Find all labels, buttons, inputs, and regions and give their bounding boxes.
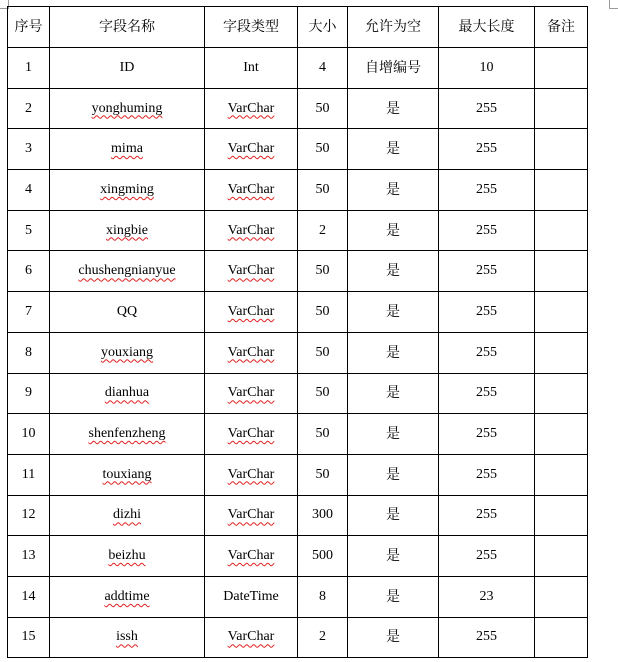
header-field-name: 字段名称: [50, 7, 205, 48]
cell-nullable: 是: [348, 332, 439, 373]
table-header: [8, 7, 588, 48]
cell-remark: [535, 536, 588, 577]
field-type-text: DateTime: [223, 588, 279, 604]
cell-nullable: 是: [348, 129, 439, 170]
cell-index: 9: [8, 373, 50, 414]
cell-field-name: [50, 48, 205, 89]
cell-index: 13: [8, 536, 50, 577]
cell-field-type: [205, 210, 298, 251]
cell-index: 6: [8, 251, 50, 292]
cell-max-length: 255: [439, 454, 535, 495]
table-row: [8, 251, 588, 292]
cell-field-name: [50, 414, 205, 455]
table-row: [8, 88, 588, 129]
field-type-text: VarChar: [227, 141, 275, 157]
cell-nullable: 是: [348, 617, 439, 658]
field-type-text: VarChar: [227, 263, 275, 279]
cell-max-length: 23: [439, 576, 535, 617]
table-row: [8, 414, 588, 455]
cell-field-name: [50, 495, 205, 536]
header-nullable: 允许为空: [348, 7, 439, 48]
field-name-text: touxiang: [102, 466, 152, 482]
cell-max-length: 255: [439, 332, 535, 373]
table-row: [8, 576, 588, 617]
cell-size: 50: [298, 332, 348, 373]
table-row: [8, 170, 588, 211]
table-row: [8, 210, 588, 251]
cell-remark: [535, 88, 588, 129]
cell-max-length: 255: [439, 414, 535, 455]
cell-index: 12: [8, 495, 50, 536]
header-size: 大小: [298, 7, 348, 48]
cell-remark: [535, 495, 588, 536]
cell-field-type: [205, 332, 298, 373]
table-row: [8, 373, 588, 414]
cell-field-type: [205, 536, 298, 577]
cell-nullable: 是: [348, 576, 439, 617]
cell-remark: [535, 373, 588, 414]
table-row: [8, 617, 588, 658]
cell-field-name: [50, 170, 205, 211]
cell-nullable: 是: [348, 536, 439, 577]
cell-size: 50: [298, 88, 348, 129]
cell-index: 14: [8, 576, 50, 617]
cell-field-name: [50, 332, 205, 373]
cell-remark: [535, 292, 588, 333]
cell-remark: [535, 576, 588, 617]
cell-nullable: 是: [348, 454, 439, 495]
cell-max-length: 255: [439, 495, 535, 536]
cell-field-type: [205, 495, 298, 536]
table-row: [8, 129, 588, 170]
cell-size: 2: [298, 210, 348, 251]
cell-index: 4: [8, 170, 50, 211]
cell-index: 3: [8, 129, 50, 170]
cell-nullable: 是: [348, 414, 439, 455]
cell-field-name: [50, 617, 205, 658]
cell-field-name: [50, 454, 205, 495]
field-type-text: VarChar: [227, 344, 275, 360]
cell-remark: [535, 332, 588, 373]
table-body: [8, 48, 588, 658]
cell-remark: [535, 170, 588, 211]
cell-max-length: 255: [439, 373, 535, 414]
cell-nullable: 是: [348, 210, 439, 251]
cell-field-name: [50, 88, 205, 129]
field-name-text: QQ: [116, 303, 138, 319]
cell-size: 50: [298, 454, 348, 495]
header-field-type: 字段类型: [205, 7, 298, 48]
cell-field-type: [205, 48, 298, 89]
cell-index: 15: [8, 617, 50, 658]
cell-max-length: 255: [439, 292, 535, 333]
cell-remark: [535, 129, 588, 170]
cell-size: 50: [298, 251, 348, 292]
cell-field-type: [205, 129, 298, 170]
cell-field-type: [205, 170, 298, 211]
cell-max-length: 255: [439, 251, 535, 292]
cell-nullable: 是: [348, 170, 439, 211]
field-type-text: VarChar: [227, 385, 275, 401]
cell-field-name: [50, 251, 205, 292]
cell-field-type: [205, 617, 298, 658]
page-corner-mark-top-right: [609, 0, 618, 9]
field-name-text: dianhua: [104, 385, 150, 401]
field-name-text: beizhu: [108, 548, 146, 564]
cell-size: 50: [298, 414, 348, 455]
header-max-length: 最大长度: [439, 7, 535, 48]
cell-nullable: 是: [348, 88, 439, 129]
table-row: [8, 495, 588, 536]
table-row: [8, 454, 588, 495]
field-type-text: VarChar: [227, 100, 275, 116]
header-remark: 备注: [535, 7, 588, 48]
field-name-text: xingbie: [106, 222, 148, 238]
cell-field-type: [205, 251, 298, 292]
field-name-text: ID: [119, 59, 135, 75]
table-row: [8, 332, 588, 373]
field-type-text: VarChar: [227, 466, 275, 482]
table-row: [8, 48, 588, 89]
cell-index: 11: [8, 454, 50, 495]
cell-max-length: 255: [439, 210, 535, 251]
cell-size: 8: [298, 576, 348, 617]
table-row: [8, 292, 588, 333]
cell-field-type: [205, 373, 298, 414]
field-definition-table: [7, 6, 588, 658]
cell-index: 2: [8, 88, 50, 129]
cell-size: 50: [298, 129, 348, 170]
field-name-text: xingming: [100, 181, 154, 197]
cell-field-name: [50, 129, 205, 170]
cell-nullable: 是: [348, 373, 439, 414]
cell-field-type: [205, 454, 298, 495]
cell-size: 300: [298, 495, 348, 536]
cell-index: 7: [8, 292, 50, 333]
field-type-text: VarChar: [227, 222, 275, 238]
cell-size: 50: [298, 373, 348, 414]
field-type-text: VarChar: [227, 629, 275, 645]
field-name-text: chushengnianyue: [78, 263, 176, 279]
cell-max-length: 255: [439, 536, 535, 577]
cell-remark: [535, 251, 588, 292]
cell-nullable: 自增编号: [348, 48, 439, 89]
cell-index: 5: [8, 210, 50, 251]
cell-remark: [535, 210, 588, 251]
field-name-text: issh: [116, 629, 138, 645]
field-name-text: youxiang: [100, 344, 154, 360]
field-name-text: shenfenzheng: [88, 426, 166, 442]
cell-field-type: [205, 414, 298, 455]
field-type-text: VarChar: [227, 181, 275, 197]
field-type-text: VarChar: [227, 426, 275, 442]
cell-index: 1: [8, 48, 50, 89]
cell-size: 4: [298, 48, 348, 89]
cell-size: 500: [298, 536, 348, 577]
field-type-text: VarChar: [227, 548, 275, 564]
cell-max-length: 255: [439, 170, 535, 211]
cell-max-length: 255: [439, 129, 535, 170]
cell-field-name: [50, 373, 205, 414]
header-index: 序号: [8, 7, 50, 48]
cell-remark: [535, 48, 588, 89]
cell-field-type: [205, 292, 298, 333]
cell-max-length: 10: [439, 48, 535, 89]
field-name-text: mima: [111, 141, 143, 157]
cell-index: 8: [8, 332, 50, 373]
cell-field-type: [205, 576, 298, 617]
cell-max-length: 255: [439, 617, 535, 658]
cell-size: 50: [298, 292, 348, 333]
field-type-text: VarChar: [227, 507, 275, 523]
cell-size: 50: [298, 170, 348, 211]
cell-field-name: [50, 292, 205, 333]
cell-index: 10: [8, 414, 50, 455]
field-type-text: Int: [243, 59, 259, 75]
cell-field-type: [205, 88, 298, 129]
cell-nullable: 是: [348, 495, 439, 536]
cell-nullable: 是: [348, 292, 439, 333]
cell-field-name: [50, 210, 205, 251]
cell-remark: [535, 454, 588, 495]
field-name-text: addtime: [104, 588, 150, 604]
cell-size: 2: [298, 617, 348, 658]
cell-max-length: 255: [439, 88, 535, 129]
field-name-text: dizhi: [113, 507, 141, 523]
cell-field-name: [50, 536, 205, 577]
field-type-text: VarChar: [227, 303, 275, 319]
cell-nullable: 是: [348, 251, 439, 292]
cell-remark: [535, 414, 588, 455]
cell-remark: [535, 617, 588, 658]
cell-field-name: [50, 576, 205, 617]
field-name-text: yonghuming: [91, 100, 163, 116]
header-row: [8, 7, 588, 48]
table-row: [8, 536, 588, 577]
